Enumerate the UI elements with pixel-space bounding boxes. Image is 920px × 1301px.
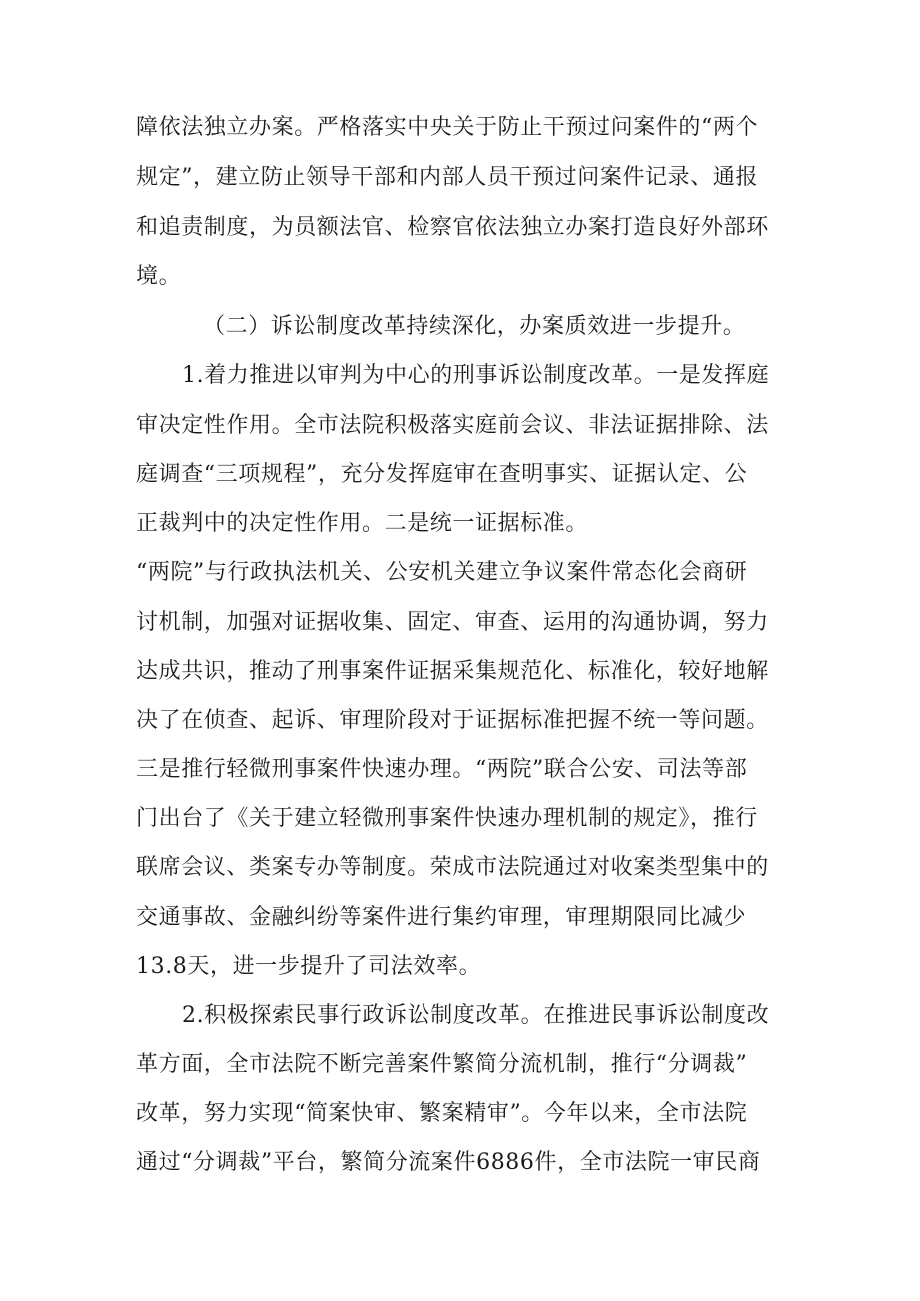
section-heading: （二）诉讼制度改革持续深化，办案质效进一步提升。 [203,314,746,339]
text-line: 庭调查“三项规程”，充分发挥庭审在查明事实、证据认定、公 [136,462,748,487]
text-line: 通过“分调裁”平台，繁简分流案件6886件，全市法院一审民商 [136,1150,761,1175]
text-line: 审决定性作用。全市法院积极落实庭前会议、非法证据排除、法 [136,413,769,438]
text-line: 改革，努力实现“简案快审、繁案精审”。今年以来，全市法院 [136,1101,748,1126]
text-line: 联席会议、类案专办等制度。荣成市法院通过对收案类型集中的 [136,855,769,880]
text-line: 1.着力推进以审判为中心的刑事诉讼制度改革。一是发挥庭 [182,363,770,388]
text-line: 三是推行轻微刑事案件快速办理。“两院”联合公安、司法等部 [136,757,748,782]
text-line: 2.积极探索民事行政诉讼制度改革。在推进民事诉讼制度改 [182,1003,770,1028]
text-line: 正裁判中的决定性作用。二是统一证据标准。 [136,511,589,536]
text-line: 13.8天，进一步提升了司法效率。 [136,954,482,979]
text-line: 决了在侦查、起诉、审理阶段对于证据标准把握不统一等问题。 [136,708,769,733]
text-line: 和追责制度，为员额法官、检察官依法独立办案打造良好外部环 [136,215,769,240]
text-line: “两院”与行政执法机关、公安机关建立争议案件常态化会商研 [136,560,748,585]
text-line: 革方面，全市法院不断完善案件繁简分流机制，推行“分调裁” [136,1052,748,1077]
text-line: 达成共识，推动了刑事案件证据采集规范化、标准化，较好地解 [136,659,769,684]
text-line: 交通事故、金融纠纷等案件进行集约审理，审理期限同比减少 [136,905,747,930]
text-line: 门出台了《关于建立轻微刑事案件快速办理机制的规定》，推行 [136,806,758,831]
text-line: 规定”，建立防止领导干部和内部人员干预过问案件记录、通报 [136,165,759,190]
text-line: 境。 [136,264,182,289]
text-line: 障依法独立办案。严格落实中央关于防止干预过问案件的“两个 [136,115,759,140]
text-line: 讨机制，加强对证据收集、固定、审查、运用的沟通协调，努力 [136,610,769,635]
